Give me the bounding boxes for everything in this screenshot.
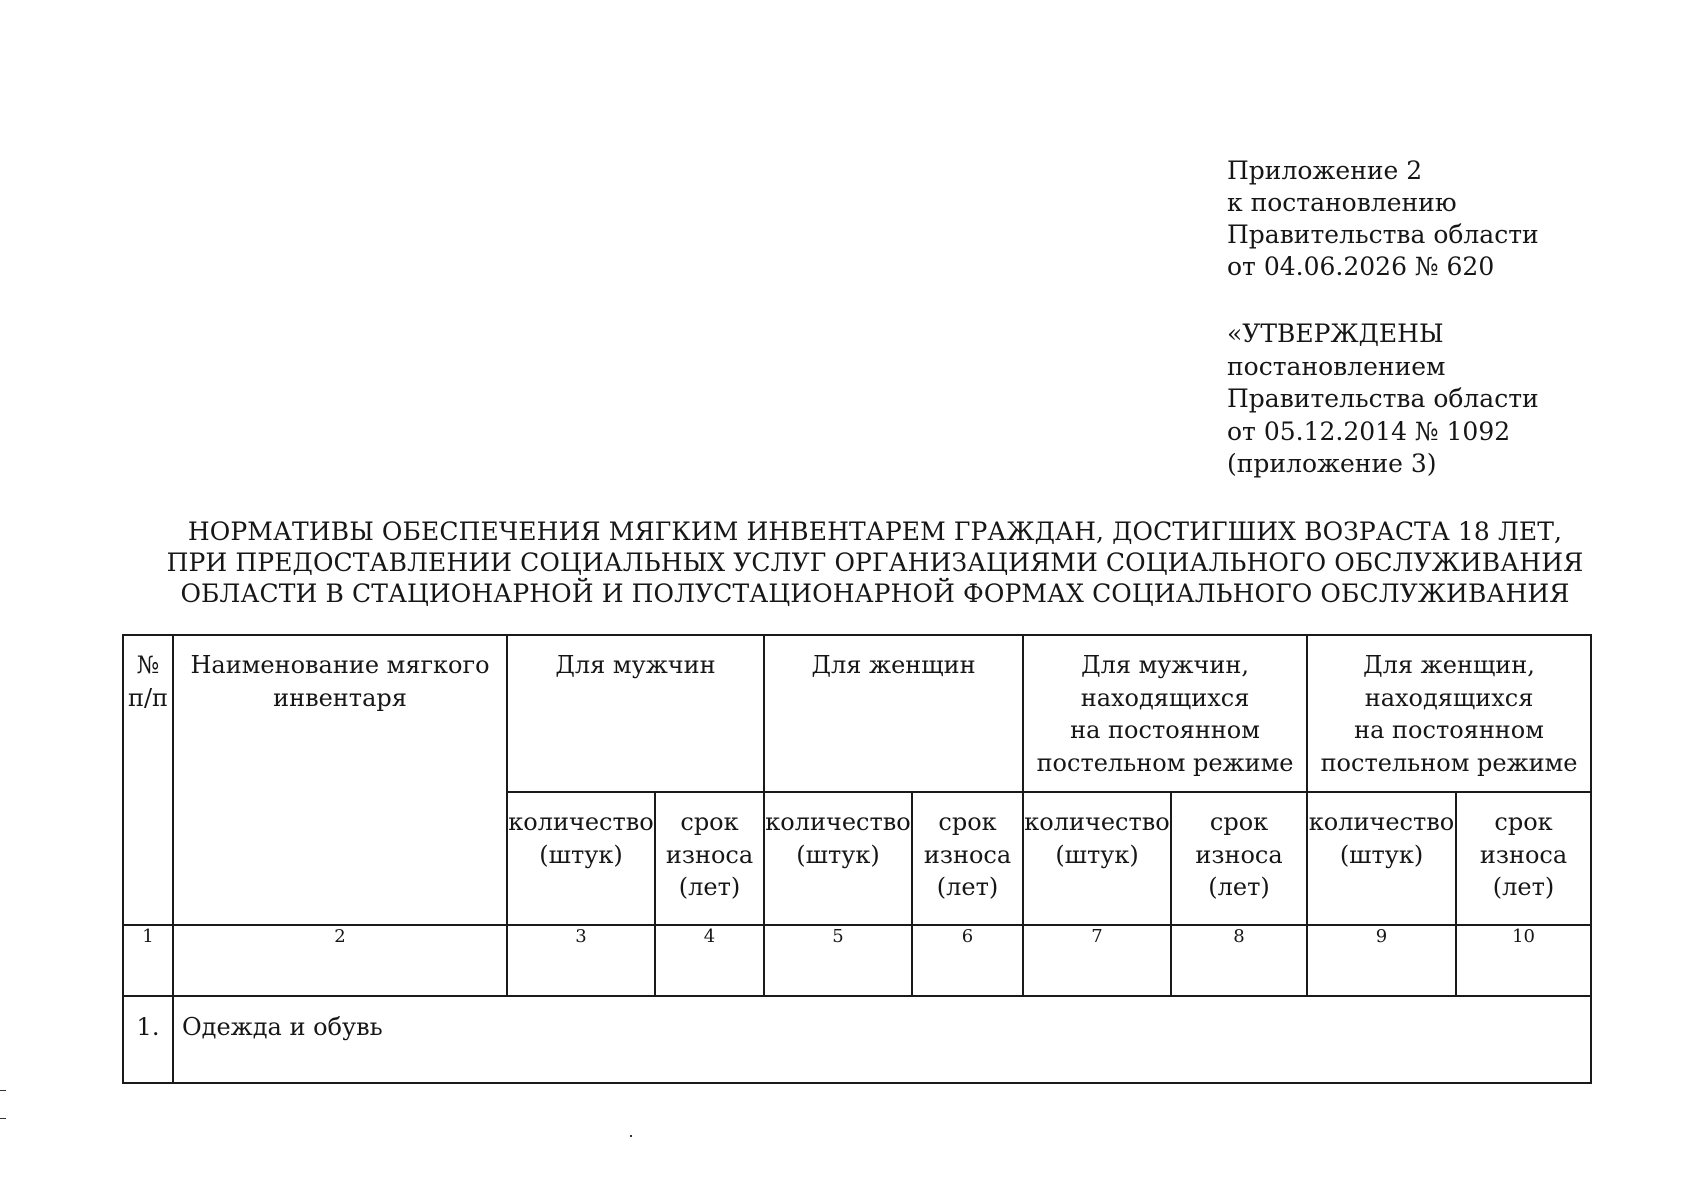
appendix-line: Правительства области: [1227, 220, 1539, 249]
column-number: 9: [1307, 925, 1456, 996]
header-text: №: [136, 651, 160, 679]
header-text: Для женщин,: [1363, 651, 1535, 679]
header-text: срок: [680, 808, 739, 836]
header-qty-cell: [507, 792, 655, 925]
document-title: [150, 516, 1600, 609]
column-number: 6: [912, 925, 1023, 996]
header-qty-cell: [1023, 792, 1171, 925]
title-line: ОБЛАСТИ В СТАЦИОНАРНОЙ И ПОЛУСТАЦИОНАРНОЙ ФОРМАХ СОЦИАЛЬНОГО ОБСЛУЖИВАНИЯ: [180, 579, 1570, 608]
header-term-cell: [1456, 792, 1591, 925]
header-text: (штук): [1339, 840, 1424, 869]
header-text: (штук): [539, 840, 623, 869]
column-number: 4: [655, 925, 764, 996]
section-name: Одежда и обувь: [173, 996, 1591, 1083]
approved-line: Правительства области: [1227, 384, 1539, 413]
header-text: количество: [1308, 808, 1455, 836]
header-women-bed-cell: [1307, 635, 1591, 792]
approved-line: (приложение 3): [1227, 449, 1437, 478]
title-line: НОРМАТИВЫ ОБЕСПЕЧЕНИЯ МЯГКИМ ИНВЕНТАРЕМ ГРАЖДАН, ДОСТИГШИХ ВОЗРАСТА 18 ЛЕТ,: [187, 517, 1563, 546]
header-text: количество: [508, 808, 654, 836]
scan-artifact: [0, 1118, 6, 1119]
header-text: срок: [1209, 808, 1269, 836]
approved-line: «УТВЕРЖДЕНЫ: [1227, 319, 1444, 348]
appendix-line: от 04.06.2026 № 620: [1227, 252, 1495, 281]
approved-line: постановлением: [1227, 351, 1446, 381]
column-number: 8: [1171, 925, 1307, 996]
header-text: (лет): [678, 873, 741, 901]
column-number: 5: [764, 925, 912, 996]
header-qty-cell: [1307, 792, 1456, 925]
column-number: 10: [1456, 925, 1591, 996]
header-text: износа: [923, 840, 1012, 869]
table-header-row: [123, 635, 1591, 792]
header-term-cell: [1171, 792, 1307, 925]
approved-line: от 05.12.2014 № 1092: [1227, 416, 1511, 446]
header-text: износа: [665, 840, 754, 869]
header-men-cell: [507, 635, 764, 792]
header-text: п/п: [127, 683, 169, 712]
header-text: на постоянном: [1070, 716, 1260, 744]
header-text: Для мужчин,: [1081, 651, 1249, 679]
norms-table: [122, 634, 1592, 1084]
header-qty-cell: [764, 792, 912, 925]
header-text: находящихся: [1364, 683, 1534, 712]
header-text: постельном режиме: [1036, 748, 1294, 777]
header-text: постельном режиме: [1320, 748, 1578, 777]
header-text: (штук): [796, 840, 880, 869]
header-text: Для женщин: [811, 651, 976, 679]
header-text: находящихся: [1080, 683, 1250, 712]
header-text: (лет): [1492, 873, 1555, 901]
header-text: износа: [1195, 840, 1283, 869]
column-number: 3: [507, 925, 655, 996]
header-text: (лет): [936, 873, 999, 901]
header-women-cell: [764, 635, 1023, 792]
header-text: на постоянном: [1354, 716, 1544, 744]
header-text: Наименование мягкого: [190, 651, 490, 679]
title-line: ПРИ ПРЕДОСТАВЛЕНИИ СОЦИАЛЬНЫХ УСЛУГ ОРГАНИЗАЦИЯМИ СОЦИАЛЬНОГО ОБСЛУЖИВАНИЯ: [166, 548, 1584, 577]
header-text: (штук): [1055, 840, 1139, 869]
appendix-line: Приложение 2: [1227, 156, 1423, 185]
header-text: Для мужчин: [555, 651, 716, 679]
appendix-reference: [1227, 155, 1667, 283]
header-text: количество: [1024, 808, 1170, 836]
column-number-row: [123, 925, 1591, 996]
column-number: 2: [173, 925, 507, 996]
header-men-bed-cell: [1023, 635, 1307, 792]
header-text: количество: [765, 808, 911, 836]
approval-stamp-text: [1227, 318, 1667, 481]
header-text: (лет): [1208, 873, 1270, 901]
scan-artifact: [0, 1090, 6, 1091]
header-text: срок: [938, 808, 997, 836]
appendix-line: к постановлению: [1227, 188, 1457, 217]
header-name-cell: [173, 635, 507, 925]
column-number: 1: [123, 925, 173, 996]
table-row: [123, 996, 1591, 1083]
header-text: срок: [1494, 808, 1553, 836]
column-number: 7: [1023, 925, 1171, 996]
header-term-cell: [655, 792, 764, 925]
header-text: инвентаря: [273, 683, 407, 712]
header-num-cell: [123, 635, 173, 925]
header-term-cell: [912, 792, 1023, 925]
header-text: износа: [1479, 840, 1568, 869]
section-number: 1.: [123, 996, 173, 1083]
scan-artifact: [630, 1135, 632, 1137]
